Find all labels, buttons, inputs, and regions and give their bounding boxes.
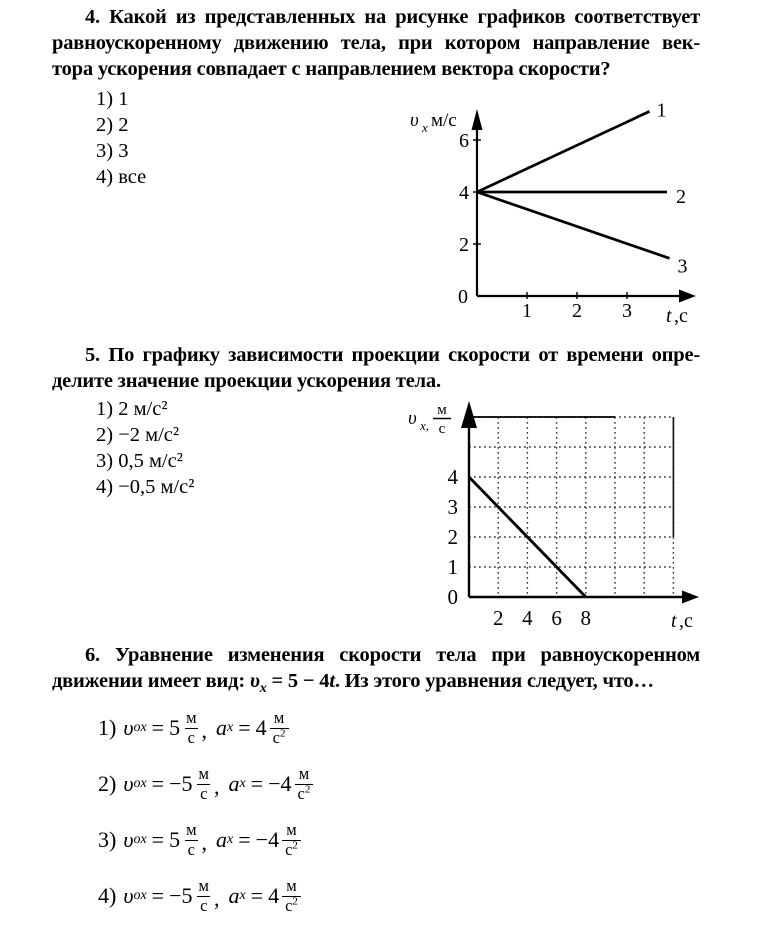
graph-line-1 [477,111,650,192]
y-axis-label-sub: x, [420,418,430,433]
velocity-time-graph-problem4 [398,88,702,340]
equals-sign: = [250,771,264,796]
acceleration-value: −4 [255,827,280,852]
a-subscript: x [227,832,234,847]
equals-sign: = [250,883,264,908]
p6-formula-t: t [329,670,335,692]
unit-fraction-m-per-s: $\frac{м}{с}$ [186,819,197,859]
equals-sign: = [151,715,165,740]
problem4-option-3: 3) 3 [96,140,129,162]
equals-sign: = [238,827,251,852]
a-subscript: x [239,776,246,791]
problem5-question [52,342,700,394]
problem5-line2: делите значение проекции ускорения тела. [52,370,441,392]
x-axis-label-t: t [671,610,677,632]
y-tick-label: 3 [447,495,458,519]
upsilon-subscript: ox [133,888,147,903]
unit-fraction-m-per-s2: $\frac{м}{с^2}$ [282,877,301,916]
y-axis-arrow-icon [472,109,483,130]
upsilon-subscript: ox [133,720,147,735]
y-tick-label: 6 [459,130,469,152]
x-tick-label: 3 [622,300,632,322]
y-tick-label: 4 [447,465,458,489]
problem5-option-4: 4) −0,5 м/с² [96,476,195,498]
upsilon-subscript: ox [133,776,147,791]
equals-sign: = [151,883,165,908]
origin-label: 0 [458,286,468,308]
graph4-dynamic-content [458,99,688,322]
option-number: 4) [98,883,117,908]
problem4-line2: равноускоренному движению тела, при котором направление век- [52,32,700,54]
velocity-value: −5 [169,771,193,796]
problem4-options [96,86,146,190]
y-tick-label: 0 [447,585,458,609]
x-tick-label: 4 [522,606,533,630]
problem5-option-3: 3) 0,5 м/с² [96,450,183,472]
a-symbol: a [216,715,228,740]
y-axis-label-sub: x [422,120,428,135]
unit-fraction-m-per-s2: $\frac{м}{с^2}$ [270,709,289,748]
comma: , [213,774,220,799]
unit-fraction-m-per-s: $\frac{м}{с}$ [198,875,209,915]
problem6-line1: 6. Уравнение изменения скорости тела при равноускоренном [85,644,700,666]
unit-fraction-m-per-s2: $\frac{м}{с^2}$ [295,765,314,804]
problem4-option-4: 4) все [96,166,147,188]
y-axis-label-upsilon: υ [410,110,419,131]
option-number: 1) [98,715,117,740]
a-symbol: a [216,827,228,852]
problem4-option-2: 2) 2 [96,114,129,136]
problem6-line2 [52,668,700,702]
p6-formula-mid: = 5 − 4 [266,670,330,692]
acceleration-value: 4 [268,883,280,908]
problem4-line1: 4. Какой из представленных на рисунке графиков соответствует [85,6,700,28]
comma: , [201,830,208,855]
upsilon-symbol: υ [123,715,134,740]
acceleration-value: −4 [268,771,292,796]
velocity-value: 5 [169,827,181,852]
x-axis-label-t: t [666,305,672,327]
y-axis-arrow-icon [461,401,477,428]
problem6-option-3 [98,812,313,868]
line-label-1: 1 [656,99,667,122]
y-axis-unit-denominator: с [438,421,446,437]
problem6-option-4 [98,868,313,924]
problem6-option-2 [98,756,313,812]
a-symbol: a [228,771,240,796]
problem4-question [52,4,700,82]
line-label-3: 3 [677,255,688,278]
y-axis-label-unit: м/с [431,110,457,131]
equals-sign: = [151,771,165,796]
comma: , [201,718,208,743]
option-number: 2) [98,771,117,796]
comma: , [213,886,220,911]
y-tick-label: 1 [447,555,458,579]
velocity-time-graph-problem5 [400,394,712,642]
velocity-value: 5 [169,715,181,740]
unit-fraction-m-per-s: $\frac{м}{с}$ [198,763,209,803]
problem4-line3: тора ускорения совпадает с направлением вектора скорости? [52,58,611,80]
acceleration-value: 4 [255,715,267,740]
p6-line2-pre: движении имеет вид: [52,670,250,692]
problem6-question [52,642,700,702]
x-tick-label: 2 [572,300,582,322]
x-axis-arrow-icon [682,591,699,604]
x-tick-label: 6 [551,606,562,630]
x-axis-arrow-icon [679,290,696,303]
problem5-option-2: 2) −2 м/с² [96,424,180,446]
y-tick-label: 2 [459,234,469,256]
problem5-line1: 5. По графику зависимости проекции скорости от времени опре- [85,344,700,366]
a-subscript: x [227,720,234,735]
x-tick-label: 1 [522,300,532,322]
problem4-option-1: 1) 1 [96,88,129,110]
p6-line2-post: . Из этого уравнения следует, что… [334,670,654,692]
velocity-value: −5 [169,883,193,908]
y-axis-unit-numerator: м [437,402,447,418]
problem5-options [96,396,194,500]
x-tick-label: 8 [580,606,592,630]
equals-sign: = [238,715,251,740]
upsilon-symbol: υ [123,883,134,908]
problem6-option-1 [98,700,313,756]
p6-formula-upsilon: υ [249,670,260,692]
problem5-option-1: 1) 2 м/с² [96,398,168,420]
y-tick-label: 4 [459,182,469,204]
problem6-options [98,700,313,924]
upsilon-symbol: υ [123,827,134,852]
unit-fraction-m-per-s2: $\frac{м}{с^2}$ [282,821,301,860]
upsilon-symbol: υ [123,771,134,796]
a-symbol: a [228,883,240,908]
upsilon-subscript: ox [133,832,147,847]
unit-fraction-m-per-s: $\frac{м}{с}$ [186,707,197,747]
a-subscript: x [239,888,246,903]
equals-sign: = [151,827,165,852]
y-axis-label-upsilon: υ [408,408,417,429]
x-axis-label-unit: ,с [679,610,693,632]
line-label-2: 2 [676,186,686,208]
graph-line-velocity [469,477,586,597]
y-tick-label: 2 [447,525,458,549]
x-axis-label-unit: ,с [674,305,688,327]
x-tick-label: 2 [492,606,504,630]
graph-line-3 [477,192,670,258]
p6-formula-upsilon-sub: x [259,681,267,697]
option-number: 3) [98,827,117,852]
